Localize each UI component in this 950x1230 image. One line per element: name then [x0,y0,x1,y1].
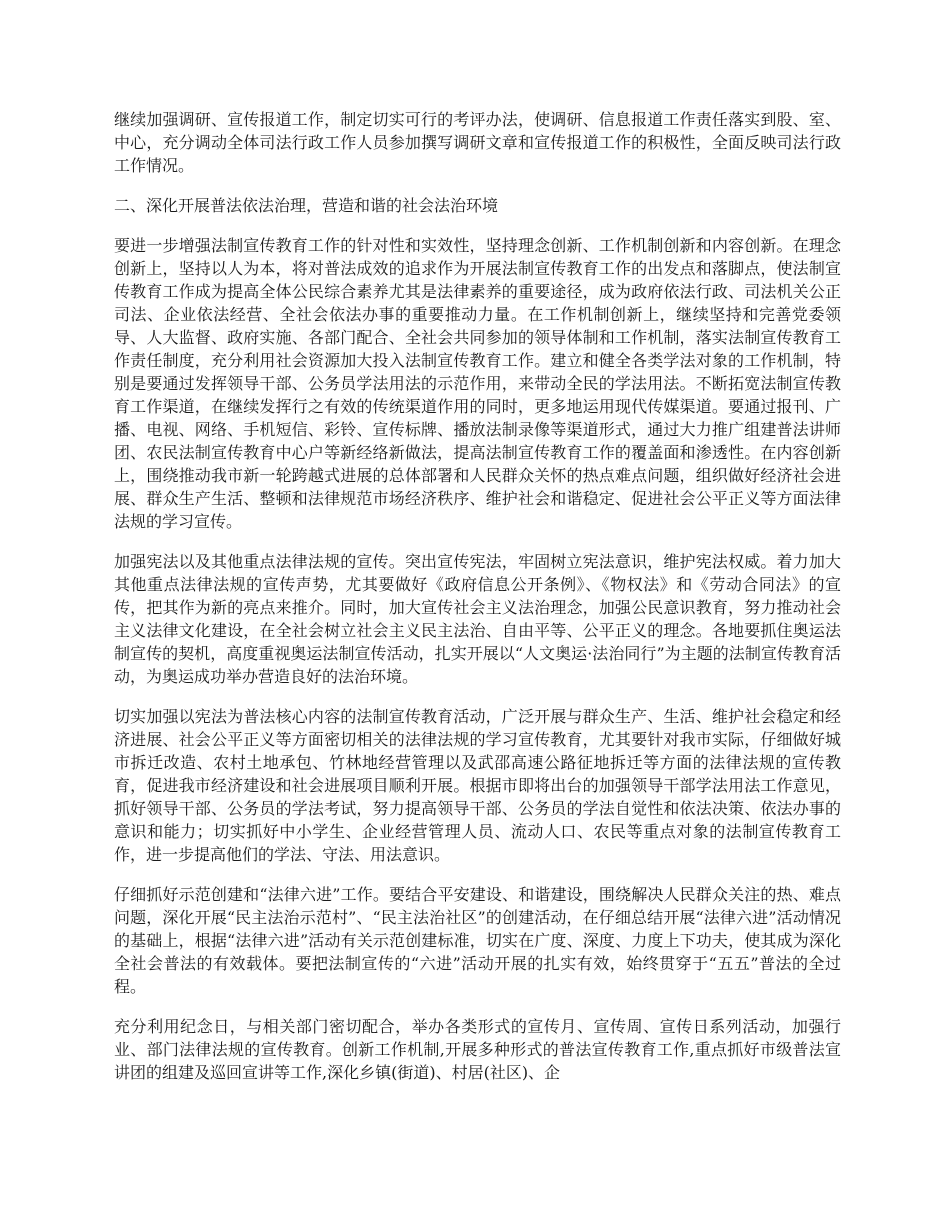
paragraph-core-education: 切实加强以宪法为普法核心内容的法制宣传教育活动，广泛开展与群众生产、生活、维护社会稳定和经济进展、社会公平正义等方面密切相关的法律法规的学习宣传教育，尤其要针对我市实际，仔细做好城市拆迁改造、农村土地承包、竹林地经营管理以及武邵高速公路征地拆迁等方面的法律法规的宣传教育，促进我市经济建设和社会进展项目顺利开展。根据市即将出台的加强领导干部学法用法工作意见，抓好领导干部、公务员的学法考试，努力提高领导干部、公务员的学法自觉性和依法决策、依法办事的意识和能力；切实抓好中小学生、企业经营管理人员、流动人口、农民等重点对象的法制宣传教育工作，进一步提高他们的学法、守法、用法意识。 [114,707,841,864]
paragraph-constitution-publicity: 加强宪法以及其他重点法律法规的宣传。突出宣传宪法，牢固树立宪法意识，维护宪法权威。着力加大其他重点法律法规的宣传声势，尤其要做好《政府信息公开条例》、《物权法》和《劳动合同法》的宣传，把其作为新的亮点来推介。同时，加大宣传社会主义法治理念，加强公民意识教育，努力推动社会主义法律文化建设，在全社会树立社会主义民主法治、自由平等、公平正义的理念。各地要抓住奥运法制宣传的契机，高度重视奥运法制宣传活动，扎实开展以“人文奥运·法治同行”为主题的法制宣传教育活动，为奥运成功举办营造良好的法治环境。 [114,552,841,686]
paragraph-commemoration-days: 充分利用纪念日，与相关部门密切配合，举办各类形式的宣传月、宣传周、宣传日系列活动，加强行业、部门法律法规的宣传教育。创新工作机制,开展多种形式的普法宣传教育工作,重点抓好市级普法宣讲团的组建及巡回宣讲等工作,深化乡镇(街道)、村居(社区)、企 [114,1017,841,1082]
document-body [114,108,841,1101]
paragraph-innovation: 要进一步增强法制宣传教育工作的针对性和实效性，坚持理念创新、工作机制创新和内容创新。在理念创新上，坚持以人为本，将对普法成效的追求作为开展法制宣传教育工作的出发点和落脚点，使法制宣传教育工作成为提高全体公民综合素养尤其是法律素养的重要途径，成为政府依法行政、司法机关公正司法、企业依法经营、全社会依法办事的重要推动力量。在工作机制创新上，继续坚持和完善党委领导、人大监督、政府实施、各部门配合、全社会共同参加的领导体制和工作机制，落实法制宣传教育工作责任制度，充分利用社会资源加大投入法制宣传教育工作。建立和健全各类学法对象的工作机制，特别是要通过发挥领导干部、公务员学法用法的示范作用，来带动全民的学法用法。不断拓宽法制宣传教育工作渠道，在继续发挥行之有效的传统渠道作用的同时，更多地运用现代传媒渠道。要通过报刊、广播、电视、网络、手机短信、彩铃、宣传标牌、播放法制录像等渠道形式，通过大力推广组建普法讲师团、农民法制宣传教育中心户等新经络新做法，提高法制宣传教育工作的覆盖面和渗透性。在内容创新上，围绕推动我市新一轮跨越式进展的总体部署和人民群众关怀的热点难点问题，组织做好经济社会进展、群众生产生活、整顿和法律规范市场经济秩序、维护社会和谐稳定、促进社会公平正义等方面法律法规的学习宣传。 [114,236,841,531]
paragraph-law-six-entries: 仔细抓好示范创建和“法律六进”工作。要结合平安建设、和谐建设，围绕解决人民群众关注的热、难点问题，深化开展“民主法治示范村”、“民主法治社区”的创建活动，在仔细总结开展“法律六进”活动情况的基础上，根据“法律六进”活动有关示范创建标准，切实在广度、深度、力度上下功夫，使其成为深化全社会普法的有效载体。要把法制宣传的“六进”活动开展的扎实有效，始终贯穿于“五五”普法的全过程。 [114,885,841,996]
section-heading-legal-education: 二、深化开展普法依法治理，营造和谐的社会法治环境 [114,196,499,215]
paragraph-research-publicity: 继续加强调研、宣传报道工作，制定切实可行的考评办法，使调研、信息报道工作责任落实到股、室、中心，充分调动全体司法行政工作人员参加撰写调研文章和宣传报道工作的积极性，全面反映司法行政工作情况。 [114,110,841,175]
